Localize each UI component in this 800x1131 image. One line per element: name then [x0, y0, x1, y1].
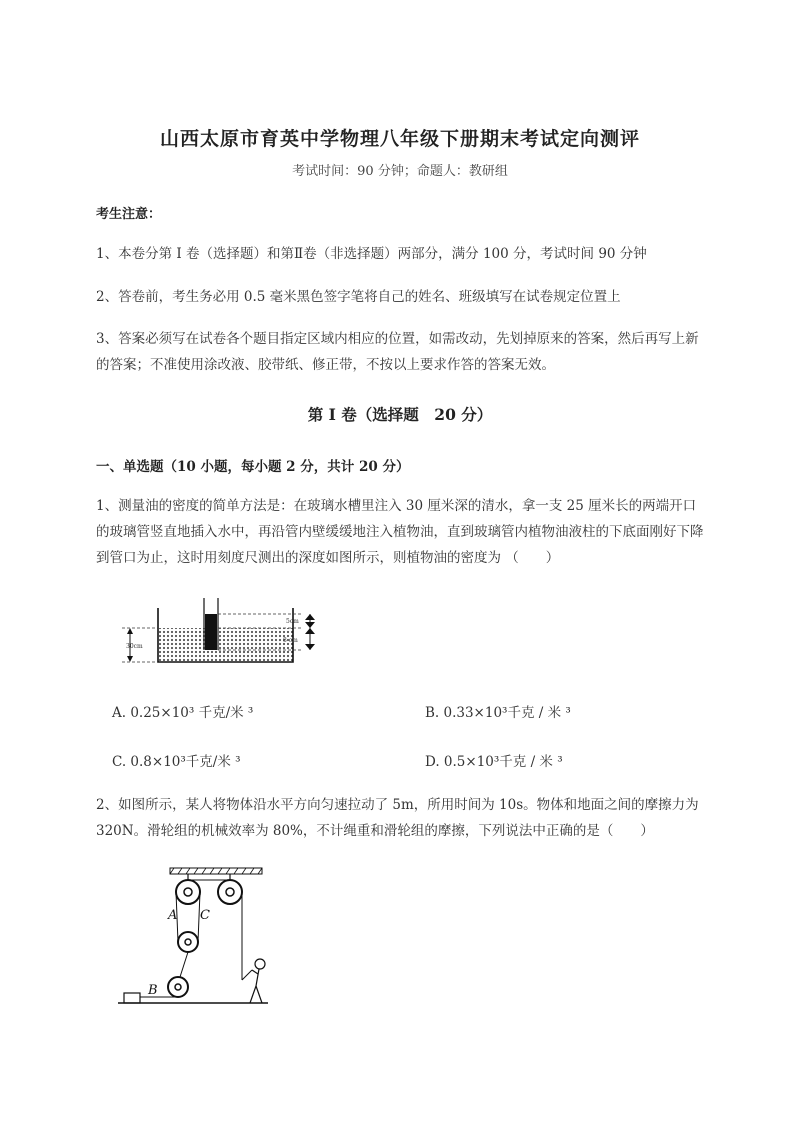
notice-heading: 考生注意： — [96, 207, 162, 222]
water — [158, 628, 293, 661]
option-a[interactable]: A. 0.25×10³ 千克/米 ³ — [112, 705, 254, 721]
option-d[interactable]: D. 0.5×10³千克 / 米 ³ — [425, 754, 563, 770]
section-title: 第 I 卷（选择题 20 分） — [307, 405, 493, 424]
label-a: A — [168, 908, 178, 923]
label-right-mid: 8 cm — [283, 637, 298, 644]
label-c: C — [200, 908, 210, 923]
option-c[interactable]: C. 0.8×10³千克/米 ³ — [112, 754, 241, 770]
question-2-figure — [118, 862, 278, 1012]
exam-info: 考试时间：90 分钟；命题人：教研组 — [292, 164, 508, 179]
object-block — [124, 993, 140, 1003]
notice-item-3: 3、答案必须写在试卷各个题目指定区域内相应的位置，如需改动，先划掉原来的答案，然后再写上新的答案；不准使用涂改液、胶带纸、修正带，不按以上要求作答的答案无效。 — [96, 331, 699, 373]
question-1-text: 1、测量油的密度的简单方法是：在玻璃水槽里注入 30 厘米深的清水，拿一支 25 厘米长的两端开口的玻璃管竖直地插入水中，再沿管内壁缓缓地注入植物油，直到玻璃管内植物油液柱的下底面刚好下降到管口为止，这时用刻度尺测出的深度如图所示，则植物油的密度为 （ ） — [96, 498, 704, 566]
notice-item-1: 1、本卷分第 I 卷（选择题）和第Ⅱ卷（非选择题）两部分，满分 100 分，考试时间 90 分钟 — [96, 246, 647, 262]
page-title: 山西太原市育英中学物理八年级下册期末考试定向测评 — [159, 128, 640, 150]
label-left: 30cm — [126, 643, 143, 650]
label-right-top: 5cm — [286, 618, 299, 625]
question-type-heading: 一、单选题（10 小题，每小题 2 分，共计 20 分） — [96, 459, 410, 475]
oil-column — [205, 614, 217, 650]
option-b[interactable]: B. 0.33×10³千克 / 米 ³ — [425, 705, 571, 721]
ceiling — [170, 868, 262, 874]
question-2-text: 2、如图所示，某人将物体沿水平方向匀速拉动了 5m，所用时间为 10s。物体和地面之间的摩擦力为 320N。滑轮组的机械效率为 80%，不计绳重和滑轮组的摩擦，下列说法中正确的是（ ） — [96, 797, 699, 839]
question-1-figure — [118, 590, 328, 670]
person — [250, 959, 265, 1003]
notice-item-2: 2、答卷前，考生务必用 0.5 毫米黑色签字笔将自己的姓名、班级填写在试卷规定位置上 — [96, 289, 621, 305]
label-b: B — [148, 983, 158, 998]
